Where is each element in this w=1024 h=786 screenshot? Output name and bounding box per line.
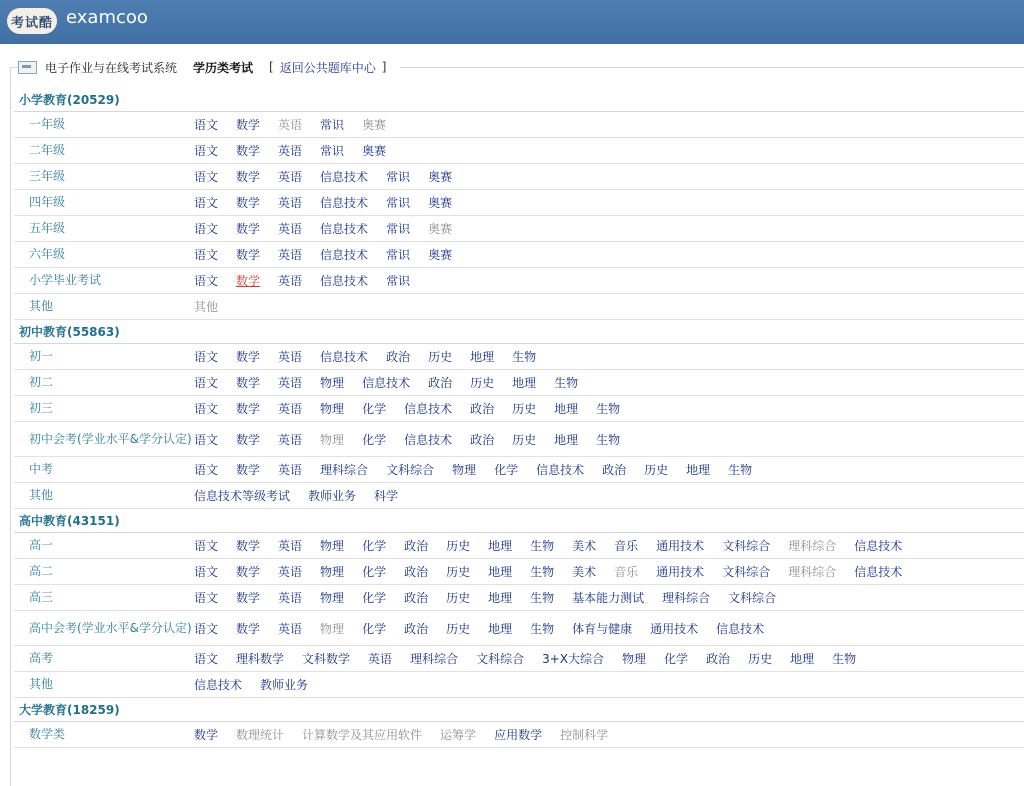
subject-link[interactable]: 化学 (362, 539, 387, 553)
subject-link[interactable]: 语文 (194, 222, 219, 236)
subject-link[interactable]: 语文 (194, 118, 219, 132)
category-row (14, 559, 1024, 585)
category-label[interactable]: 初一 (29, 349, 54, 363)
subject-link[interactable]: 语文 (194, 144, 219, 158)
subject-list (194, 676, 326, 693)
subject-link[interactable]: 3+X大综合 (542, 652, 605, 666)
category-row (14, 268, 1024, 294)
subject-link[interactable]: 通用技术 (650, 621, 699, 636)
subject-link[interactable]: 历史 (446, 565, 471, 579)
subject-link[interactable]: 历史 (512, 432, 537, 447)
subject-link[interactable]: 物理 (622, 652, 647, 666)
subject-link[interactable]: 数学 (236, 350, 261, 364)
subject-link[interactable]: 语文 (194, 621, 219, 636)
subject-link[interactable]: 化学 (664, 652, 689, 666)
subject-link[interactable]: 数学 (236, 144, 261, 158)
subject-link[interactable]: 化学 (362, 591, 387, 605)
left-bracket: [ (269, 60, 274, 74)
subject-link[interactable]: 常识 (386, 222, 411, 236)
subject-link: 理科综合 (788, 539, 837, 553)
subject-list (194, 537, 920, 554)
subject-link[interactable]: 数学 (236, 539, 261, 553)
subject-link[interactable]: 英语 (278, 432, 303, 447)
subject-list (194, 194, 470, 211)
category-row (14, 672, 1024, 698)
category-row (14, 611, 1024, 646)
subject-link[interactable]: 生物 (832, 652, 857, 666)
breadcrumb (18, 58, 400, 76)
subject-link[interactable]: 语文 (194, 248, 219, 262)
subject-link[interactable]: 物理 (320, 565, 345, 579)
subject-link: 数理统计 (236, 728, 285, 742)
subject-link[interactable]: 历史 (748, 652, 773, 666)
subject-link[interactable]: 地理 (488, 539, 513, 553)
subject-link[interactable]: 化学 (362, 621, 387, 636)
subject-link: 奥赛 (428, 222, 453, 236)
category-row (14, 422, 1024, 457)
subject-link[interactable]: 英语 (278, 565, 303, 579)
subject-link[interactable]: 文科数学 (302, 652, 351, 666)
top-banner (0, 0, 1024, 44)
subject-link[interactable]: 历史 (446, 621, 471, 636)
subject-link[interactable]: 语文 (194, 432, 219, 447)
subject-link[interactable]: 地理 (686, 463, 711, 477)
subject-link[interactable]: 地理 (554, 402, 579, 416)
subject-link[interactable]: 生物 (530, 539, 555, 553)
subject-link[interactable]: 数学 (236, 402, 261, 416)
category-label[interactable]: 二年级 (29, 143, 66, 157)
subject-link[interactable]: 数学 (236, 376, 261, 390)
subject-link[interactable]: 地理 (488, 621, 513, 636)
subject-list (194, 374, 596, 391)
logo: 考试酷 (7, 8, 57, 34)
category-label[interactable]: 数学类 (29, 727, 66, 741)
subject-link[interactable]: 生物 (530, 621, 555, 636)
subject-link: 音乐 (614, 565, 639, 579)
subject-link[interactable]: 文科综合 (728, 591, 777, 605)
subject-link[interactable]: 理科数学 (236, 652, 285, 666)
category-label[interactable]: 初中会考(学业水平&学分认定) (29, 431, 192, 446)
category-row (14, 112, 1024, 138)
category-row (14, 190, 1024, 216)
subject-link[interactable]: 科学 (374, 489, 399, 503)
right-bracket: ] (381, 60, 387, 74)
subject-link[interactable]: 文科综合 (722, 539, 771, 553)
subject-list (194, 348, 554, 365)
subject-link[interactable]: 体育与健康 (572, 621, 633, 636)
frame-left-border (10, 67, 11, 786)
subject-link[interactable]: 理科综合 (320, 463, 369, 477)
subject-link[interactable]: 通用技术 (656, 539, 705, 553)
subject-link[interactable]: 信息技术 (716, 621, 765, 636)
category-row (14, 138, 1024, 164)
subject-link[interactable]: 语文 (194, 350, 219, 364)
subject-link[interactable]: 英语 (278, 591, 303, 605)
subject-link[interactable]: 语文 (194, 402, 219, 416)
subject-link[interactable]: 常识 (386, 196, 411, 210)
category-list (14, 88, 1024, 748)
subject-link[interactable]: 信息技术 (362, 376, 411, 390)
subject-link[interactable]: 奥赛 (428, 248, 453, 262)
subject-link[interactable]: 生物 (596, 432, 621, 447)
subject-link[interactable]: 语文 (194, 539, 219, 553)
subject-link[interactable]: 常识 (386, 248, 411, 262)
subject-list (194, 246, 470, 263)
subject-link[interactable]: 历史 (446, 591, 471, 605)
subject-link[interactable]: 音乐 (614, 539, 639, 553)
subject-link[interactable]: 化学 (494, 463, 519, 477)
subject-link[interactable]: 政治 (404, 621, 429, 636)
subject-link: 理科综合 (788, 565, 837, 579)
subject-link[interactable]: 英语 (368, 652, 393, 666)
category-label[interactable]: 三年级 (29, 169, 66, 183)
subject-list (194, 400, 638, 417)
subject-link[interactable]: 化学 (362, 565, 387, 579)
subject-link: 控制科学 (560, 728, 609, 742)
subject-link[interactable]: 常识 (320, 144, 345, 158)
subject-link[interactable]: 英语 (278, 222, 303, 236)
subject-link[interactable]: 英语 (278, 170, 303, 184)
subject-link[interactable]: 政治 (404, 591, 429, 605)
subject-link[interactable]: 历史 (428, 350, 453, 364)
subject-link[interactable]: 英语 (278, 402, 303, 416)
category-label[interactable]: 一年级 (29, 117, 66, 131)
subject-link[interactable]: 信息技术 (854, 565, 903, 579)
category-label[interactable]: 高中会考(学业水平&学分认定) (29, 620, 192, 635)
subject-link[interactable]: 理科综合 (410, 652, 459, 666)
section-title[interactable]: 小学教育(20529) (14, 88, 1024, 112)
subject-link[interactable]: 政治 (470, 432, 495, 447)
subject-list (194, 563, 920, 580)
subject-link[interactable]: 美术 (572, 565, 597, 579)
subject-link[interactable]: 英语 (278, 196, 303, 210)
subject-list (194, 589, 794, 606)
category-row (14, 294, 1024, 320)
subject-link[interactable]: 数学 (236, 274, 261, 288)
subject-link[interactable]: 信息技术 (320, 248, 369, 262)
subject-link[interactable]: 数学 (236, 621, 261, 636)
subject-list (194, 298, 236, 315)
subject-link[interactable]: 文科综合 (386, 463, 435, 477)
category-row (14, 242, 1024, 268)
subject-link[interactable]: 应用数学 (494, 728, 543, 742)
category-label[interactable]: 初二 (29, 375, 54, 389)
subject-link[interactable]: 英语 (278, 350, 303, 364)
subject-link[interactable]: 生物 (512, 350, 537, 364)
subject-link[interactable]: 英语 (278, 621, 303, 636)
category-row (14, 396, 1024, 422)
subject-link[interactable]: 生物 (530, 565, 555, 579)
subject-link[interactable]: 语文 (194, 376, 219, 390)
subject-link[interactable]: 历史 (644, 463, 669, 477)
category-label[interactable]: 其他 (29, 488, 54, 502)
subject-link[interactable]: 信息技术 (320, 350, 369, 364)
subject-list (194, 650, 874, 667)
subject-link[interactable]: 数学 (236, 118, 261, 132)
category-row (14, 533, 1024, 559)
subject-link[interactable]: 语文 (194, 274, 219, 288)
subject-link[interactable]: 理科综合 (662, 591, 711, 605)
subject-link[interactable]: 物理 (320, 376, 345, 390)
subject-link[interactable]: 历史 (446, 539, 471, 553)
subject-link[interactable]: 信息技术 (320, 196, 369, 210)
subject-link[interactable]: 生物 (530, 591, 555, 605)
subject-link[interactable]: 信息技术 (320, 222, 369, 236)
subject-link[interactable]: 英语 (278, 463, 303, 477)
subject-link[interactable]: 信息技术 (536, 463, 585, 477)
subject-list (194, 116, 404, 133)
subject-link[interactable]: 化学 (362, 432, 387, 447)
category-label[interactable]: 六年级 (29, 247, 66, 261)
subject-link[interactable]: 语文 (194, 463, 219, 477)
subject-link[interactable]: 数学 (236, 196, 261, 210)
category-label[interactable]: 小学毕业考试 (29, 273, 102, 287)
subject-link[interactable]: 奥赛 (428, 196, 453, 210)
subject-link[interactable]: 地理 (790, 652, 815, 666)
subject-list (194, 726, 626, 743)
subject-link[interactable]: 地理 (488, 591, 513, 605)
subject-link[interactable]: 常识 (320, 118, 345, 132)
subject-link[interactable]: 语文 (194, 591, 219, 605)
subject-link: 运筹学 (440, 728, 477, 742)
subject-link[interactable]: 政治 (404, 565, 429, 579)
subject-link[interactable]: 地理 (470, 350, 495, 364)
category-row (14, 646, 1024, 672)
subject-link[interactable]: 数学 (236, 170, 261, 184)
subject-link[interactable]: 物理 (320, 591, 345, 605)
subject-link[interactable]: 语文 (194, 170, 219, 184)
system-title: 电子作业与在线考试系统 (45, 60, 178, 75)
subject-link[interactable]: 数学 (236, 432, 261, 447)
subject-link: 奥赛 (362, 118, 387, 132)
category-row (14, 370, 1024, 396)
category-label[interactable]: 中考 (29, 462, 54, 476)
subject-link: 英语 (278, 118, 303, 132)
subject-link[interactable]: 基本能力测试 (572, 591, 645, 605)
category-label[interactable]: 高一 (29, 538, 54, 552)
monitor-icon (18, 61, 37, 74)
subject-link[interactable]: 奥赛 (362, 144, 387, 158)
brand-name: examcoo (66, 7, 148, 28)
subject-link[interactable]: 英语 (278, 274, 303, 288)
subject-link[interactable]: 历史 (512, 402, 537, 416)
subject-link[interactable]: 信息技术 (320, 170, 369, 184)
subject-link[interactable]: 数学 (236, 222, 261, 236)
subject-list (194, 220, 470, 237)
subject-link: 其他 (194, 300, 219, 314)
category-label[interactable]: 高三 (29, 590, 54, 604)
category-label[interactable]: 高二 (29, 564, 54, 578)
subject-link[interactable]: 政治 (404, 539, 429, 553)
section-title[interactable]: 大学教育(18259) (14, 698, 1024, 722)
subject-link[interactable]: 信息技术 (404, 402, 453, 416)
category-label[interactable]: 初三 (29, 401, 54, 415)
category-label[interactable]: 其他 (29, 299, 54, 313)
subject-link[interactable]: 物理 (320, 539, 345, 553)
subject-link[interactable]: 奥赛 (428, 170, 453, 184)
category-title: 学历类考试 (193, 60, 254, 75)
subject-link[interactable]: 信息技术 (404, 432, 453, 447)
subject-link[interactable]: 语文 (194, 196, 219, 210)
category-label[interactable]: 五年级 (29, 221, 66, 235)
subject-link[interactable]: 地理 (554, 432, 579, 447)
subject-link[interactable]: 文科综合 (476, 652, 525, 666)
subject-link: 物理 (320, 621, 345, 636)
subject-list (194, 461, 770, 478)
subject-link[interactable]: 英语 (278, 248, 303, 262)
subject-link[interactable]: 语文 (194, 565, 219, 579)
subject-link[interactable]: 历史 (470, 376, 495, 390)
subject-link[interactable]: 英语 (278, 539, 303, 553)
subject-link[interactable]: 物理 (452, 463, 477, 477)
category-label[interactable]: 四年级 (29, 195, 66, 209)
subject-link[interactable]: 美术 (572, 539, 597, 553)
subject-link[interactable]: 信息技术等级考试 (194, 489, 291, 503)
category-row (14, 344, 1024, 370)
subject-list (194, 168, 470, 185)
subject-link[interactable]: 教师业务 (308, 489, 357, 503)
subject-link[interactable]: 数学 (236, 463, 261, 477)
category-row (14, 457, 1024, 483)
subject-link[interactable]: 数学 (194, 728, 219, 742)
subject-list (194, 272, 428, 289)
subject-link[interactable]: 地理 (488, 565, 513, 579)
subject-list (194, 487, 416, 504)
subject-link[interactable]: 语文 (194, 652, 219, 666)
subject-link[interactable]: 地理 (512, 376, 537, 390)
subject-link[interactable]: 数学 (236, 248, 261, 262)
subject-link[interactable]: 英语 (278, 376, 303, 390)
subject-link: 物理 (320, 432, 345, 447)
subject-link: 计算数学及其应用软件 (302, 728, 423, 742)
subject-link[interactable]: 常识 (386, 274, 411, 288)
section-title[interactable]: 高中教育(43151) (14, 509, 1024, 533)
subject-link[interactable]: 教师业务 (260, 678, 309, 692)
subject-link[interactable]: 物理 (320, 402, 345, 416)
return-public-bank-link[interactable]: 返回公共题库中心 (279, 60, 376, 75)
subject-list (194, 620, 782, 637)
subject-link[interactable]: 生物 (728, 463, 753, 477)
subject-link[interactable]: 生物 (596, 402, 621, 416)
subject-link[interactable]: 信息技术 (194, 678, 243, 692)
subject-link[interactable]: 数学 (236, 591, 261, 605)
subject-link[interactable]: 政治 (706, 652, 731, 666)
section-title[interactable]: 初中教育(55863) (14, 320, 1024, 344)
subject-link[interactable]: 政治 (470, 402, 495, 416)
category-row (14, 483, 1024, 509)
subject-link[interactable]: 通用技术 (656, 565, 705, 579)
category-row (14, 164, 1024, 190)
subject-link[interactable]: 生物 (554, 376, 579, 390)
category-label[interactable]: 高考 (29, 651, 54, 665)
subject-link[interactable]: 政治 (386, 350, 411, 364)
subject-link[interactable]: 信息技术 (854, 539, 903, 553)
subject-link[interactable]: 信息技术 (320, 274, 369, 288)
subject-link[interactable]: 数学 (236, 565, 261, 579)
subject-link[interactable]: 常识 (386, 170, 411, 184)
category-row (14, 216, 1024, 242)
subject-link[interactable]: 政治 (602, 463, 627, 477)
category-row (14, 585, 1024, 611)
category-label[interactable]: 其他 (29, 677, 54, 691)
subject-link[interactable]: 政治 (428, 376, 453, 390)
category-row (14, 722, 1024, 748)
subject-list (194, 142, 404, 159)
subject-list (194, 431, 638, 448)
subject-link[interactable]: 英语 (278, 144, 303, 158)
subject-link[interactable]: 文科综合 (722, 565, 771, 579)
subject-link[interactable]: 化学 (362, 402, 387, 416)
